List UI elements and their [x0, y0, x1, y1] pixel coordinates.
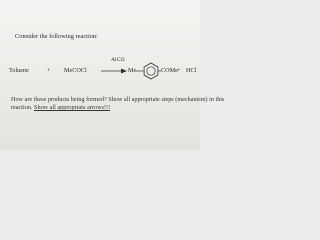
- reaction-arrow: [101, 67, 127, 75]
- question-line-2-start: reaction.: [11, 104, 35, 111]
- byproduct-hcl: HCl: [186, 67, 197, 74]
- product-methyl-label: Me: [128, 67, 137, 74]
- document-page: [0, 0, 225, 150]
- question-emphasis: Show all appropriate arrows!!!: [34, 104, 111, 111]
- prompt-text: Consider the following reaction:: [15, 33, 98, 40]
- question-line-1: How are these products being formed? Show all appropriate steps (mechanism) in this: [11, 96, 225, 103]
- plus-sign: +: [47, 67, 51, 74]
- reaction-scheme: [0, 54, 200, 82]
- plus-sign-2: +: [177, 67, 181, 74]
- product-acetyl-label: COMe: [161, 67, 178, 74]
- catalyst-label: AlCl3: [111, 57, 125, 63]
- benzene-ring-icon: [142, 62, 160, 80]
- question-line-2: [11, 105, 110, 111]
- reactant-acetyl-chloride: MeCOCl: [64, 67, 87, 74]
- reactant-toluene: Toluene: [9, 67, 29, 74]
